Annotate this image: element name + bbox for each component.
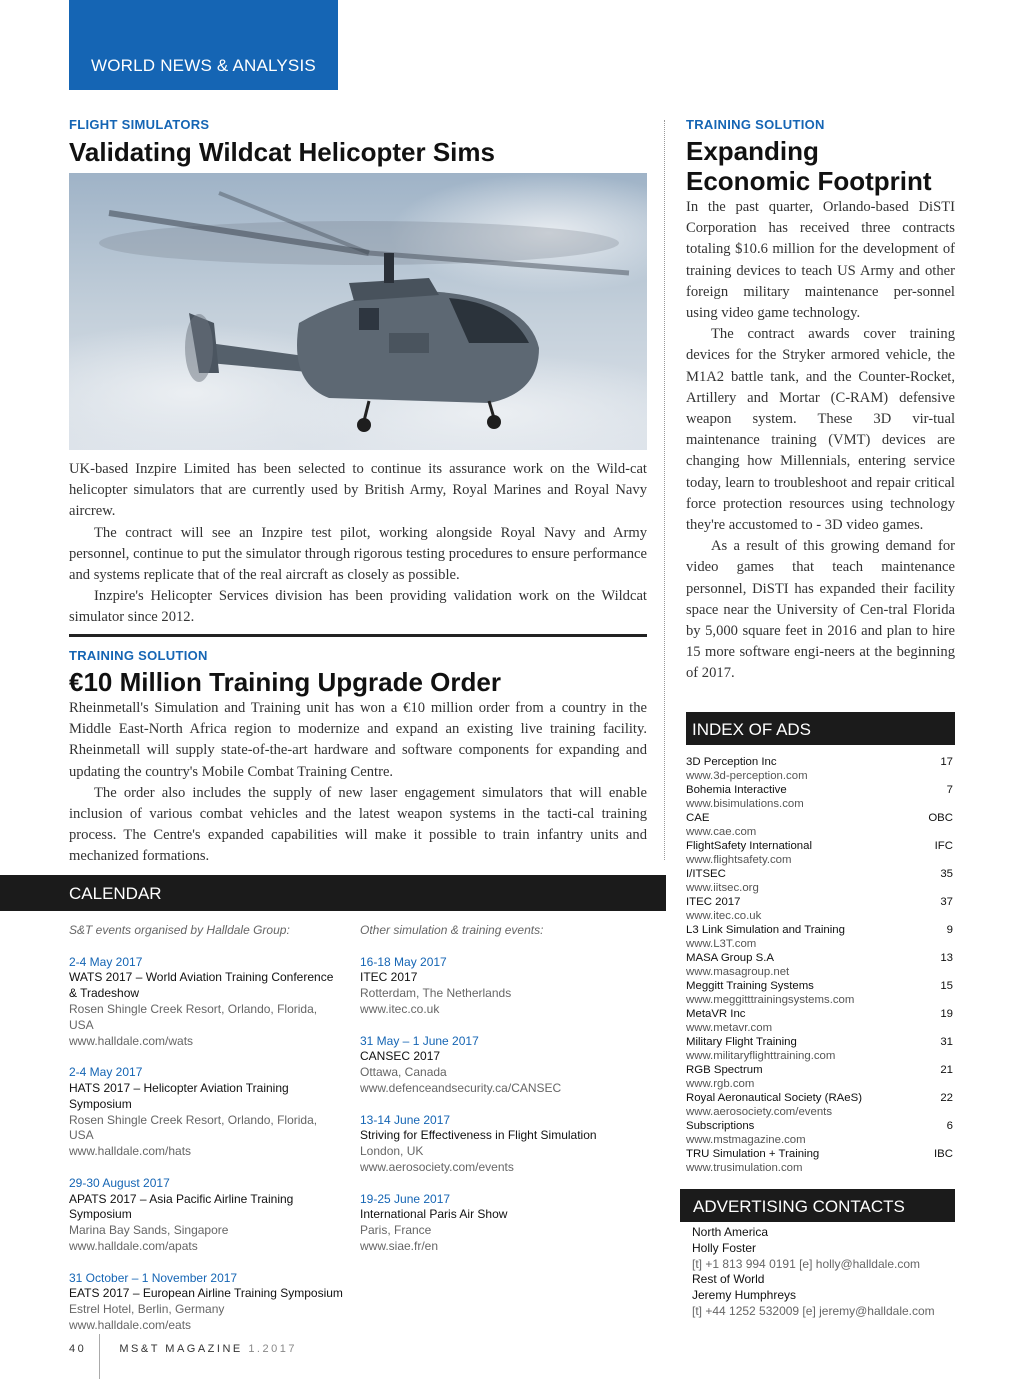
event-name: Striving for Effectiveness in Flight Simulation: [360, 1128, 597, 1143]
ad-url[interactable]: www.L3T.com: [686, 938, 757, 950]
ad-page: IFC: [934, 840, 953, 852]
event-location: London, UK: [360, 1144, 424, 1159]
event-location: Estrel Hotel, Berlin, Germany: [69, 1302, 225, 1317]
event-date: 16-18 May 2017: [360, 954, 447, 969]
article3-paragraph: The contract awards cover training devices for the Stryker armored vehicle, the M1A2 battle tank, and the Counter-Rocket, Artillery and Mortar (C-RAM) defensive weapon system. These 3D vir-tual maintenance training (VMT) devices are changing how Millennials, entering service today, learn to troubleshoot and repair critical force protection resources using technology they're accustomed to - 3D video games.: [686, 326, 955, 534]
calendar-event: [69, 1271, 344, 1334]
ad-entry: [686, 1035, 953, 1063]
ad-name: TRU Simulation + Training: [686, 1148, 820, 1160]
ad-name: MASA Group S.A: [686, 952, 774, 964]
event-url[interactable]: www.aerosociety.com/events: [360, 1159, 514, 1174]
ad-url[interactable]: www.militaryflighttraining.com: [686, 1050, 836, 1062]
helicopter-image: [69, 173, 647, 450]
magazine-name: MS&T MAGAZINE: [119, 1343, 243, 1355]
advertising-contacts-title: ADVERTISING CONTACTS: [693, 1197, 905, 1216]
calendar-event: [360, 955, 650, 1018]
article2-headline: €10 Million Training Upgrade Order: [69, 667, 501, 697]
ad-entry: [686, 811, 953, 839]
calendar-right-column: [360, 923, 650, 1271]
ad-url[interactable]: www.mstmagazine.com: [686, 1134, 806, 1146]
footer: [69, 1343, 297, 1355]
event-name: International Paris Air Show: [360, 1207, 508, 1222]
ad-url[interactable]: www.bisimulations.com: [686, 798, 804, 810]
issue-number: 1.2017: [248, 1343, 297, 1355]
ad-page: 35: [940, 868, 953, 880]
ad-entry: [686, 783, 953, 811]
ad-name: L3 Link Simulation and Training: [686, 924, 845, 936]
ad-entry: [686, 839, 953, 867]
advertising-contacts-list: [692, 1225, 954, 1320]
index-of-ads-header: [686, 712, 955, 745]
index-of-ads-list: [686, 755, 953, 1175]
ad-name: Meggitt Training Systems: [686, 980, 814, 992]
ad-page: 22: [940, 1092, 953, 1104]
calendar-event: [69, 1065, 344, 1160]
ad-name: ITEC 2017: [686, 896, 741, 908]
article3-paragraph: In the past quarter, Orlando-based DiSTI Corporation has received three contracts totaling $10.6 million for the development of training devices to teach US Army and other foreign military maintenance per-sonnel using video game technology.: [686, 199, 955, 322]
event-date: 19-25 June 2017: [360, 1191, 451, 1206]
calendar-event: [69, 1176, 344, 1255]
column-divider: [664, 120, 665, 860]
ad-url[interactable]: www.metavr.com: [686, 1022, 773, 1034]
event-name: ITEC 2017: [360, 970, 418, 985]
event-url[interactable]: www.halldale.com/apats: [69, 1238, 198, 1253]
ad-entry: [686, 979, 953, 1007]
event-date: 31 May – 1 June 2017: [360, 1033, 479, 1048]
ad-url[interactable]: www.meggitttrainingsystems.com: [686, 994, 855, 1006]
event-location: Paris, France: [360, 1223, 432, 1238]
ad-page: 21: [940, 1064, 953, 1076]
footer-divider: [99, 1334, 100, 1379]
article1-paragraph: UK-based Inzpire Limited has been selected to continue its assurance work on the Wild-cat helicopter simulators that are currently used by British Army, Royal Marines and Royal Navy aircrew.: [69, 461, 647, 520]
article2-body: [69, 698, 647, 868]
ad-page: 31: [940, 1036, 953, 1048]
section-divider: [69, 634, 647, 637]
calendar-right-note: Other simulation & training events:: [360, 923, 544, 937]
ad-page: 37: [940, 896, 953, 908]
article1-paragraph: The contract will see an Inzpire test pilot, working alongside Royal Navy and Army personnel, continue to put the simulator through rigorous testing procedures to ensure performance and systems replicate that of the real aircraft as closely as possible.: [69, 524, 647, 584]
event-name: HATS 2017 – Helicopter Aviation Training Symposium: [69, 1080, 289, 1111]
calendar-event: [360, 1192, 650, 1255]
article3-headline: [686, 136, 986, 196]
ad-entry: [686, 951, 953, 979]
ad-url[interactable]: www.rgb.com: [686, 1078, 755, 1090]
calendar-event: [69, 955, 344, 1050]
ad-entry: [686, 1147, 953, 1175]
event-date: 31 October – 1 November 2017: [69, 1270, 238, 1285]
ad-url[interactable]: www.aerosociety.com/events: [686, 1106, 833, 1118]
ad-page: 7: [946, 784, 953, 796]
article1-kicker: FLIGHT SIMULATORS: [69, 117, 210, 132]
event-date: 2-4 May 2017: [69, 1065, 143, 1080]
event-name: CANSEC 2017: [360, 1049, 441, 1064]
helicopter-photo: [69, 173, 647, 450]
ad-url[interactable]: www.itec.co.uk: [686, 910, 762, 922]
calendar-event: [360, 1034, 650, 1097]
event-name: APATS 2017 – Asia Pacific Airline Training Symposium: [69, 1191, 294, 1222]
ad-page: 17: [940, 756, 953, 768]
advertising-contacts-header: [680, 1189, 955, 1222]
calendar-left-note: S&T events organised by Halldale Group:: [69, 923, 290, 937]
ad-name: CAE: [686, 812, 710, 824]
ad-page: IBC: [934, 1148, 953, 1160]
event-location: Marina Bay Sands, Singapore: [69, 1223, 229, 1238]
event-location: Ottawa, Canada: [360, 1065, 447, 1080]
contact-person: Jeremy Humphreys: [692, 1288, 797, 1303]
ad-name: MetaVR Inc: [686, 1008, 746, 1020]
event-date: 29-30 August 2017: [69, 1175, 170, 1190]
ad-entry: [686, 923, 953, 951]
ad-name: FlightSafety International: [686, 840, 813, 852]
ad-url[interactable]: www.flightsafety.com: [686, 854, 792, 866]
contact-region: Rest of World: [692, 1272, 765, 1287]
article2-kicker: TRAINING SOLUTION: [69, 648, 208, 663]
article3-headline-line: Expanding: [686, 136, 819, 166]
event-url[interactable]: www.itec.co.uk: [360, 1001, 440, 1016]
ad-page: 13: [940, 952, 953, 964]
section-banner: [69, 0, 338, 90]
article3-body: [686, 197, 955, 685]
ad-url[interactable]: www.trusimulation.com: [686, 1162, 803, 1174]
article2-paragraph: The order also includes the supply of new laser engagement simulators that will enable inclusion of various combat vehicles and the latest weapon systems in the tacti-cal training process. The Centre's expanded capabilities will make it possible to train infantry units and mechanized formations.: [69, 784, 647, 865]
ad-url[interactable]: www.cae.com: [686, 826, 757, 838]
calendar-title: CALENDAR: [69, 884, 162, 903]
event-date: 2-4 May 2017: [69, 954, 143, 969]
ad-name: Bohemia Interactive: [686, 784, 787, 796]
event-url[interactable]: www.halldale.com/wats: [69, 1033, 194, 1048]
ad-entry: [686, 867, 953, 895]
page-number: 40: [69, 1343, 87, 1355]
article3-headline-line: Economic Footprint: [686, 166, 932, 196]
ad-name: I/ITSEC: [686, 868, 726, 880]
contact-region: North America: [692, 1225, 769, 1239]
article1-paragraph: Inzpire's Helicopter Services division has been providing validation work on the Wildcat simulator since 2012.: [69, 588, 647, 626]
ad-entry: [686, 1063, 953, 1091]
ad-page: 15: [940, 980, 953, 992]
ad-page: 6: [946, 1120, 953, 1132]
event-url[interactable]: www.siae.fr/en: [360, 1238, 439, 1253]
ad-entry: [686, 1007, 953, 1035]
ad-entry: [686, 895, 953, 923]
ad-name: Royal Aeronautical Society (RAeS): [686, 1092, 863, 1104]
ad-page: OBC: [928, 812, 953, 824]
ad-name: RGB Spectrum: [686, 1064, 763, 1076]
event-name: EATS 2017 – European Airline Training Symposium: [69, 1286, 343, 1301]
event-location: Rotterdam, The Netherlands: [360, 986, 512, 1001]
ad-entry: [686, 1119, 953, 1147]
event-name: WATS 2017 – World Aviation Training Conference & Tradeshow: [69, 970, 334, 1001]
calendar-header: [0, 875, 666, 911]
index-of-ads-title: INDEX OF ADS: [692, 720, 812, 739]
ad-page: 19: [940, 1008, 953, 1020]
event-url[interactable]: www.halldale.com/eats: [69, 1317, 192, 1332]
article2-paragraph: Rheinmetall's Simulation and Training unit has won a €10 million order from a country in the Middle East-North Africa region to modernize and expand an existing live training facility. Rheinmetall will supply state-of-the-art hardware and software components for expanding and updating the country's Mobile Combat Training Centre.: [69, 700, 647, 780]
article3-paragraph: As a result of this growing demand for video games that teach maintenance personnel, DiSTI has expanded their facility space near the University of Cen-tral Florida by 5,000 square feet in 2016 and plan to hire 15 more software engi-neers at the beginning of 2017.: [686, 538, 955, 682]
article1-headline: Validating Wildcat Helicopter Sims: [69, 137, 495, 167]
ad-url[interactable]: www.masagroup.net: [686, 966, 790, 978]
ad-url[interactable]: www.iitsec.org: [686, 882, 759, 894]
event-location: Rosen Shingle Creek Resort, Orlando, Florida, USA: [69, 1112, 318, 1143]
event-location: Rosen Shingle Creek Resort, Orlando, Florida, USA: [69, 1001, 318, 1032]
calendar-left-column: [69, 923, 344, 1350]
ad-entry: [686, 755, 953, 783]
event-date: 13-14 June 2017: [360, 1112, 451, 1127]
article3-kicker: TRAINING SOLUTION: [686, 117, 825, 132]
ad-name: 3D Perception Inc: [686, 756, 777, 768]
calendar-event: [360, 1113, 650, 1176]
ad-entry: [686, 1091, 953, 1119]
contact-details[interactable]: [t] +1 813 994 0191 [e] holly@halldale.com: [692, 1256, 920, 1271]
ad-url[interactable]: www.3d-perception.com: [686, 770, 808, 782]
event-url[interactable]: www.defenceandsecurity.ca/CANSEC: [360, 1080, 562, 1095]
section-banner-label: WORLD NEWS & ANALYSIS: [91, 56, 316, 75]
contact-person: Holly Foster: [692, 1240, 757, 1255]
article1-body: [69, 459, 647, 629]
event-url[interactable]: www.halldale.com/hats: [69, 1144, 192, 1159]
ad-page: 9: [946, 924, 953, 936]
ad-name: Subscriptions: [686, 1120, 755, 1132]
ad-name: Military Flight Training: [686, 1036, 797, 1048]
contact-details[interactable]: [t] +44 1252 532009 [e] jeremy@halldale.com: [692, 1303, 935, 1318]
